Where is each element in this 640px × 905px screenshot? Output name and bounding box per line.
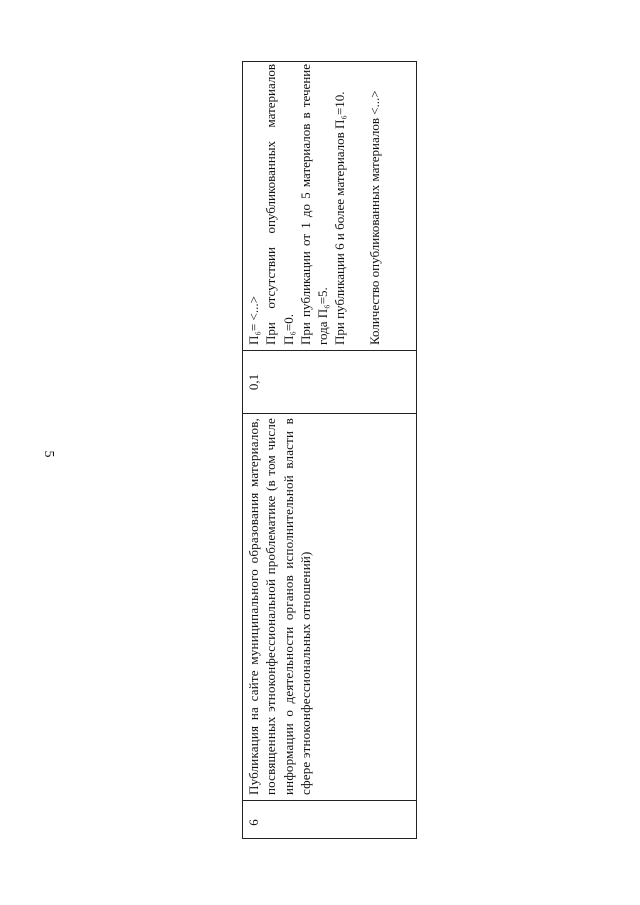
indicator-description-cell <box>243 413 416 800</box>
weight-cell <box>243 350 416 413</box>
row-number: 6 <box>246 819 261 826</box>
scoring-note: Количество опубликованных материалов <...> <box>366 90 382 345</box>
scoring-rule-none: При отсутствии опубликованных материалов П₆=0. <box>263 64 296 345</box>
scoring-cell <box>243 60 416 350</box>
page-number: 5 <box>41 450 56 458</box>
indicator-description: Публикация на сайте муниципального образования материалов, посвященных этноконфессиональной проблематике (в том числе информации о деятельности органов исполнительной власти в сфере этноконфессиональных отношений) <box>246 418 313 795</box>
weight-value: 0,1 <box>246 373 261 391</box>
indicator-table <box>242 61 417 839</box>
indicator-table-container <box>67 61 382 839</box>
row-number-cell <box>243 800 416 838</box>
spacer <box>349 64 366 345</box>
scoring-rule-1-to-5: При публикации от 1 до 5 материалов в течение года П₆=5. <box>297 64 331 345</box>
scoring-formula: П₆= <...> <box>246 296 261 345</box>
scoring-rule-6-plus: При публикации 6 и более материалов П₆=10. <box>332 91 348 345</box>
